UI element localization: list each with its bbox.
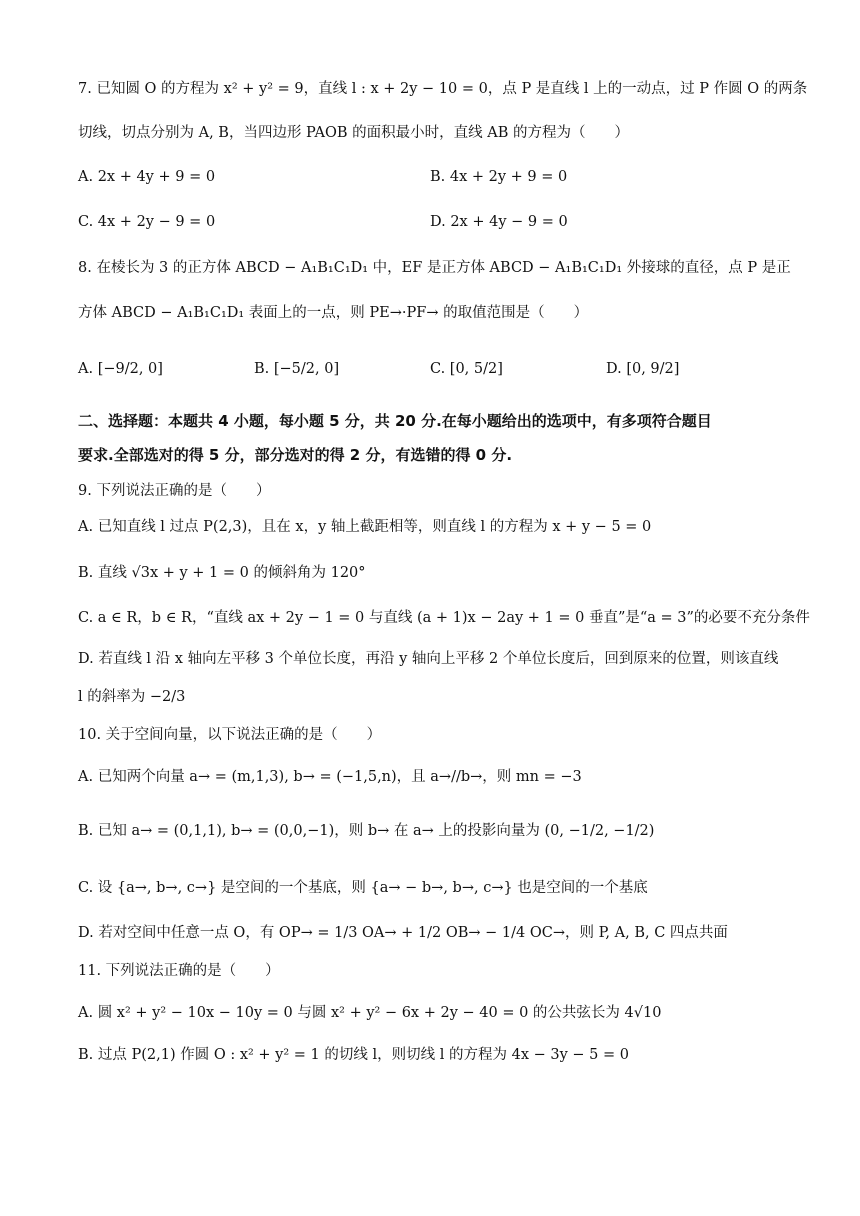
- text-line: 方体 ABCD − A₁B₁C₁D₁ 表面上的一点，则 PE→·PF→ 的取值范围是（ ）: [78, 305, 589, 321]
- text-line: A. 已知两个向量 a→ = (m,1,3), b→ = (−1,5,n)，且 a→//b→，则 mn = −3: [78, 769, 582, 785]
- text-line: 8. 在棱长为 3 的正方体 ABCD − A₁B₁C₁D₁ 中，EF 是正方体 ABCD − A₁B₁C₁D₁ 外接球的直径，点 P 是正: [78, 260, 791, 276]
- text-line: B. 过点 P(2,1) 作圆 O : x² + y² = 1 的切线 l，则切线 l 的方程为 4x − 3y − 5 = 0: [78, 1047, 629, 1063]
- text-line: 7. 已知圆 O 的方程为 x² + y² = 9，直线 l : x + 2y − 10 = 0，点 P 是直线 l 上的一动点，过 P 作圆 O 的两条: [78, 81, 808, 97]
- answer-option: C. 4x + 2y − 9 = 0: [78, 214, 216, 230]
- text-line: 二、选择题：本题共 4 小题，每小题 5 分，共 20 分.在每小题给出的选项中，有多项符合题目: [78, 412, 712, 430]
- text-line: B. 已知 a→ = (0,1,1), b→ = (0,0,−1)，则 b→ 在 a→ 上的投影向量为 (0, −1/2, −1/2): [78, 823, 655, 839]
- answer-option: D. [0, 9/2]: [606, 361, 680, 377]
- text-line: 10. 关于空间向量，以下说法正确的是（ ）: [78, 727, 382, 743]
- answer-option: A. [−9/2, 0]: [78, 361, 163, 377]
- text-line: B. 直线 √3x + y + 1 = 0 的倾斜角为 120°: [78, 565, 366, 581]
- text-line: C. 设 {a→, b→, c→} 是空间的一个基底，则 {a→ − b→, b→, c→} 也是空间的一个基底: [78, 880, 648, 896]
- text-line: D. 若对空间中任意一点 O，有 OP→ = 1/3 OA→ + 1/2 OB→ − 1/4 OC→，则 P, A, B, C 四点共面: [78, 925, 728, 941]
- text-line: l 的斜率为 −2/3: [78, 689, 186, 705]
- answer-option: A. 2x + 4y + 9 = 0: [78, 169, 216, 185]
- text-line: 切线，切点分别为 A, B，当四边形 PAOB 的面积最小时，直线 AB 的方程为（ ）: [78, 125, 629, 141]
- text-line: 要求.全部选对的得 5 分，部分选对的得 2 分，有选错的得 0 分.: [78, 446, 513, 464]
- text-line: C. a ∈ R，b ∈ R，“直线 ax + 2y − 1 = 0 与直线 (a + 1)x − 2ay + 1 = 0 垂直”是“a = 3”的必要不充分条件: [78, 610, 810, 626]
- text-line: 11. 下列说法正确的是（ ）: [78, 963, 280, 979]
- answer-option: B. 4x + 2y + 9 = 0: [430, 169, 568, 185]
- text-line: A. 已知直线 l 过点 P(2,3)，且在 x，y 轴上截距相等，则直线 l 的方程为 x + y − 5 = 0: [78, 519, 652, 535]
- answer-option: B. [−5/2, 0]: [254, 361, 340, 377]
- answer-option: C. [0, 5/2]: [430, 361, 503, 377]
- text-line: 9. 下列说法正确的是（ ）: [78, 483, 271, 499]
- answer-option: D. 2x + 4y − 9 = 0: [430, 214, 568, 230]
- text-line: A. 圆 x² + y² − 10x − 10y = 0 与圆 x² + y² − 6x + 2y − 40 = 0 的公共弦长为 4√10: [78, 1005, 662, 1021]
- text-line: D. 若直线 l 沿 x 轴向左平移 3 个单位长度，再沿 y 轴向上平移 2 个单位长度后，回到原来的位置，则该直线: [78, 651, 779, 667]
